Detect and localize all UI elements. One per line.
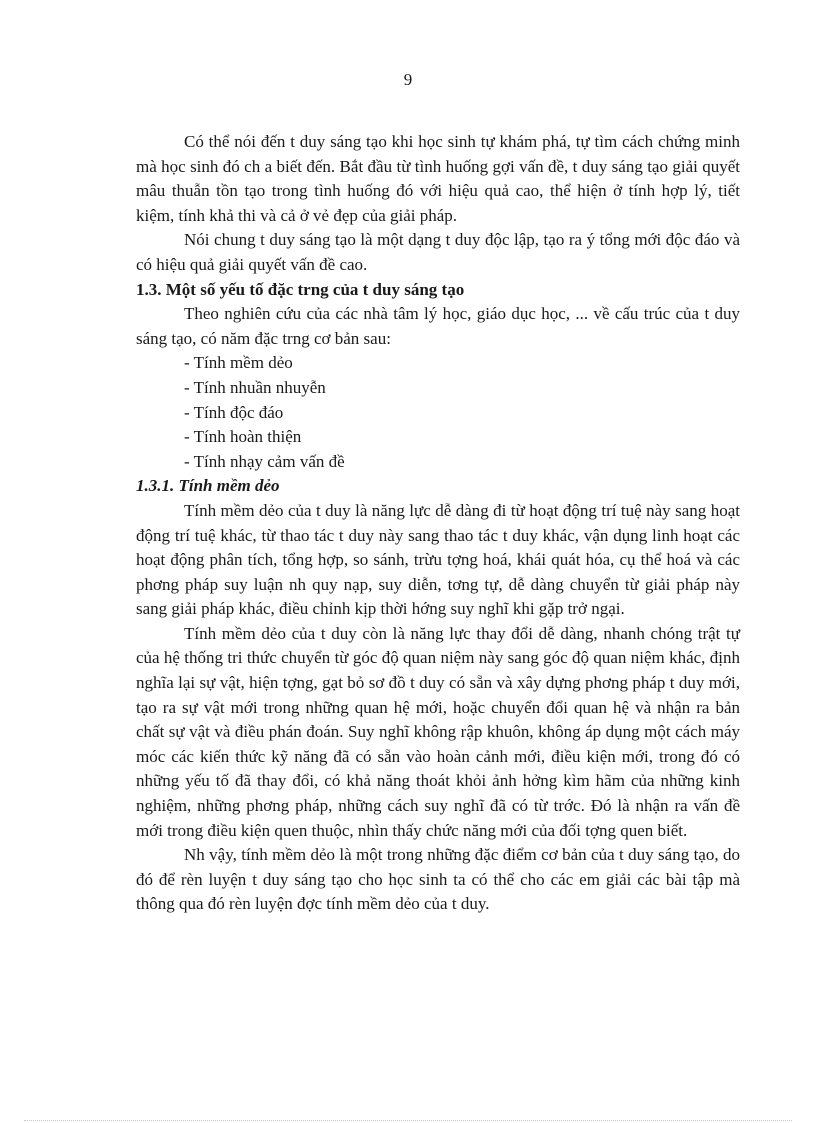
traits-list: [136, 351, 740, 474]
page-bottom-rule: [24, 1120, 792, 1121]
subsection-heading: 1.3.1. Tính mềm dẻo: [136, 476, 280, 496]
document-body: [136, 130, 740, 917]
list-item: - Tính hoàn thiện: [184, 427, 302, 447]
paragraph: Theo nghiên cứu của các nhà tâm lý học, giáo dục học, ... về cấu trúc của t duy sáng tạo, có năm đặc trng cơ bản sau:: [136, 304, 740, 348]
paragraph: Nh vậy, tính mềm dẻo là một trong những đặc điểm cơ bản của t duy sáng tạo, do đó để rèn luyện t duy sáng tạo cho học sinh ta có thể cho các em giải các bài tập mà thông qua đó rèn luyện đợc tính mềm dẻo của t duy.: [136, 845, 740, 914]
list-item: - Tính nhuần nhuyễn: [184, 377, 326, 397]
paragraph: Có thể nói đến t duy sáng tạo khi học sinh tự khám phá, tự tìm cách chứng minh mà học sinh đó ch a biết đến. Bắt đầu từ tình huống gợi vấn đề, t duy sáng tạo giải quyết mâu thuẫn tồn tạo trong tình huống đó với hiệu quả cao, thể hiện ở tính hợp lý, tiết kiệm, tính khả thi và cả ở vẻ đẹp của giải pháp.: [136, 132, 740, 225]
list-item: - Tính nhạy cảm vấn đề: [184, 451, 345, 471]
section-heading: 1.3. Một số yếu tố đặc trng của t duy sáng tạo: [136, 279, 465, 299]
list-item: - Tính độc đáo: [184, 402, 284, 422]
paragraph: Tính mềm dẻo của t duy là năng lực dễ dàng đi từ hoạt động trí tuệ này sang hoạt động trí tuệ khác, từ thao tác t duy này sang thao tác t duy khác, vận dụng linh hoạt các hoạt động phân tích, tổng hợp, so sánh, trừu tợng hoá, khái quát hóa, cụ thể hoá và các phơng pháp suy luận nh quy nạp, suy diễn, tơng tự, dễ dàng chuyển từ giải pháp này sang giải pháp khác, điều chỉnh kịp thời hớng suy nghĩ khi gặp trở ngại.: [136, 500, 740, 619]
list-item: - Tính mềm dẻo: [184, 353, 293, 373]
page-number: 9: [403, 70, 413, 89]
paragraph: Tính mềm dẻo của t duy còn là năng lực thay đổi dễ dàng, nhanh chóng trật tự của hệ thống tri thức chuyển từ góc độ quan niệm này sang góc độ quan niệm khác, định nghĩa lại sự vật, hiện tợng, gạt bỏ sơ đồ t duy có sẵn và xây dựng phơng pháp t duy mới, tạo ra sự vật mới trong những quan hệ mới, hoặc chuyển đổi quan hệ và nhận ra bản chất sự vật và điều phán đoán. Suy nghĩ không rập khuôn, không áp dụng một cách máy móc các kiến thức kỹ năng đã có sẵn vào hoàn cảnh mới, điều kiện mới, trong đó có những yếu tố đã thay đổi, có khả năng thoát khỏi ảnh hởng kìm hãm của những kinh nghiệm, những phơng pháp, những cách suy nghĩ đã có từ trớc. Đó là nhận ra vấn đề mới trong điều kiện quen thuộc, nhìn thấy chức năng mới của đối tợng quen biết.: [136, 623, 740, 840]
paragraph: Nói chung t duy sáng tạo là một dạng t duy độc lập, tạo ra ý tổng mới độc đáo và có hiệu quả giải quyết vấn đề cao.: [136, 230, 740, 274]
